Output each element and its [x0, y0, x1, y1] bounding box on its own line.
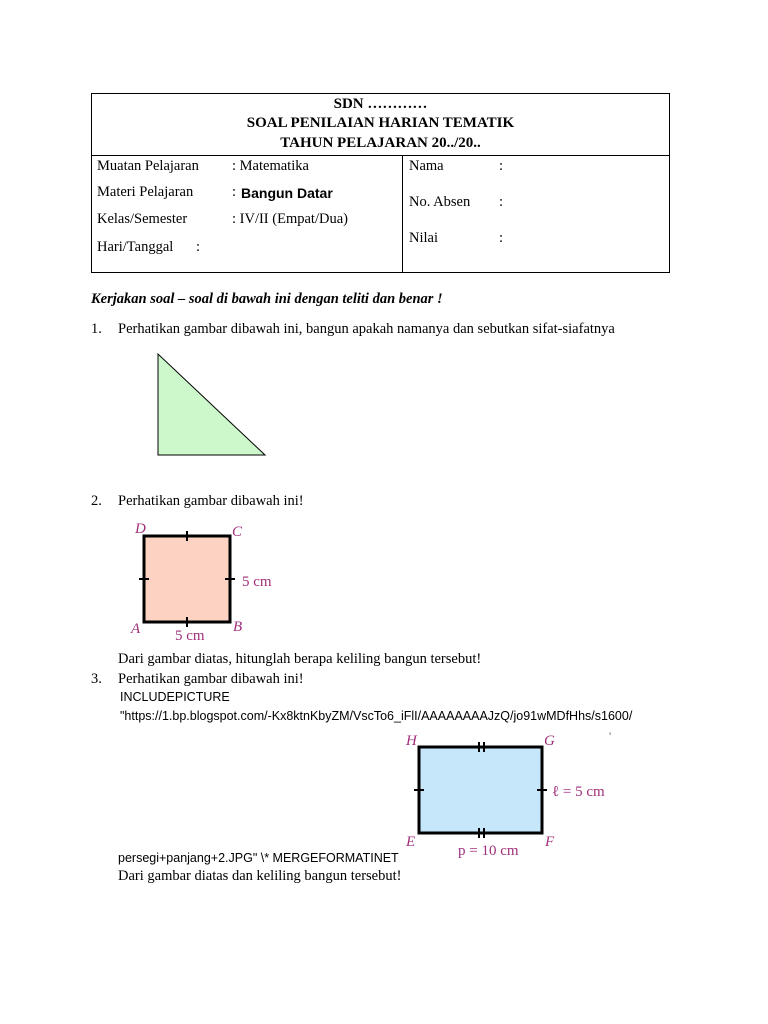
vertex-label-c: C — [232, 524, 243, 540]
school-name: SDN ………… — [333, 96, 428, 112]
field-label-materi: Materi Pelajaran — [97, 184, 194, 200]
field-code: persegi+panjang+2.JPG" \* MERGEFORMATINET — [118, 851, 399, 865]
field-value-materi: Bangun Datar — [241, 185, 333, 201]
field-label-nama: Nama — [409, 158, 444, 174]
field-label-muatan: Muatan Pelajaran — [97, 158, 199, 174]
vertex-label-b: B — [233, 619, 243, 635]
question-number: 2. — [91, 493, 102, 509]
field-code: INCLUDEPICTURE — [120, 690, 230, 704]
header-table — [91, 93, 670, 273]
height-label: ℓ = 5 cm — [552, 784, 605, 800]
field-label-absen: No. Absen — [409, 194, 471, 210]
field-value-nilai: : — [499, 230, 504, 246]
field-value-nama: : — [499, 158, 504, 174]
question-followup: Dari gambar diatas, hitunglah berapa keliling bangun tersebut! — [118, 651, 482, 667]
vertex-label-d: D — [135, 521, 146, 537]
triangle-figure — [150, 348, 275, 463]
field-value-kelas: : IV/II (Empat/Dua) — [232, 211, 348, 227]
stray-mark: ' — [609, 729, 612, 743]
field-code: "https://1.bp.blogspot.com/-Kx8ktnKbyZM/VscTo6_iFlI/AAAAAAAAJzQ/jo91wMDfHhs/s1600/ — [120, 709, 633, 723]
field-label-hari: Hari/Tanggal — [97, 239, 174, 255]
field-label-kelas: Kelas/Semester — [97, 211, 188, 227]
question-text: Perhatikan gambar dibawah ini! — [118, 493, 304, 509]
divider — [92, 155, 669, 156]
side-label-bottom: 5 cm — [175, 628, 205, 644]
side-label-right: 5 cm — [242, 574, 272, 590]
vertex-label-g: G — [544, 733, 555, 749]
square-figure — [125, 515, 285, 645]
width-label: p = 10 cm — [458, 843, 519, 859]
field-value-muatan: : Matematika — [232, 158, 309, 174]
vertex-label-f: F — [545, 834, 555, 850]
vertex-label-e: E — [406, 834, 416, 850]
field-label-nilai: Nilai — [409, 230, 438, 246]
field-value-hari: : — [196, 239, 201, 255]
academic-year: TAHUN PELAJARAN 20../20.. — [280, 135, 481, 151]
question-number: 1. — [91, 321, 102, 337]
divider — [402, 155, 403, 272]
instruction: Kerjakan soal – soal di bawah ini dengan teliti dan benar ! — [91, 291, 443, 307]
vertex-label-a: A — [131, 621, 141, 637]
exam-title: SOAL PENILAIAN HARIAN TEMATIK — [246, 115, 515, 131]
field-value-materi-prefix: : — [232, 184, 237, 200]
question-number: 3. — [91, 671, 102, 687]
question-followup: Dari gambar diatas dan keliling bangun tersebut! — [118, 868, 402, 884]
vertex-label-h: H — [406, 733, 417, 749]
question-text: Perhatikan gambar dibawah ini, bangun apakah namanya dan sebutkan sifat-siafatnya — [118, 321, 615, 337]
field-value-absen: : — [499, 194, 504, 210]
question-text: Perhatikan gambar dibawah ini! — [118, 671, 304, 687]
rectangle-figure — [398, 726, 630, 860]
